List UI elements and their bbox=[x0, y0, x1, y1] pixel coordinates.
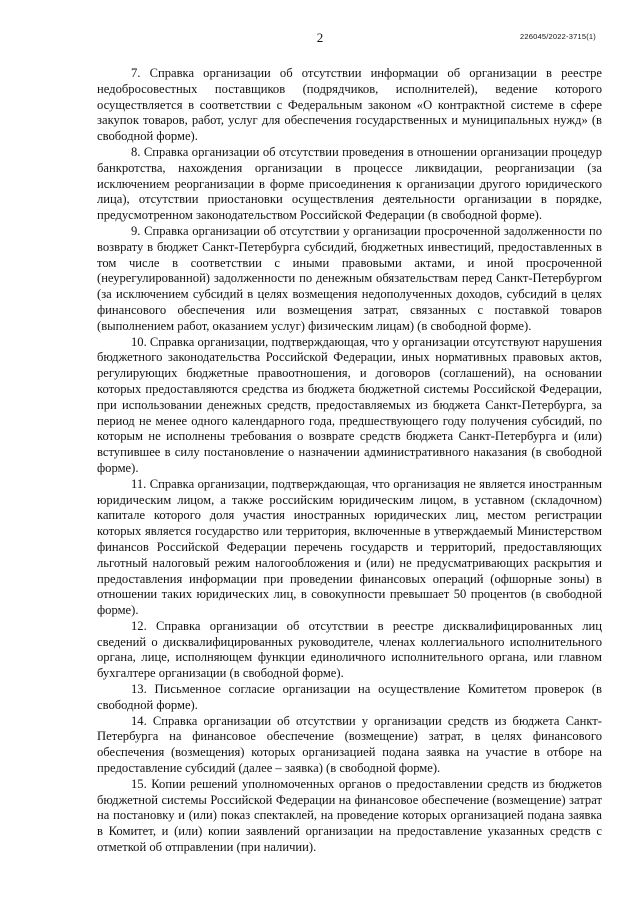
paragraph-item-10: 10. Справка организации, подтверждающая, что у организации отсутствуют нарушения бюджетного законодательства Российской Федерации, иных нормативных правовых актов, регулирующих бюджетные правоотношения, и договоров (соглашений), на основании которых предоставляются средства из бюджета бюджетной системы Российской Федерации, при использовании денежных средств, предоставляемых из бюджета Санкт-Петербурга, за период не менее одного календарного года, предшествующего году получения субсидий, по которым не исполнены требования о возврате средств бюджета Санкт-Петербурга и (или) вступившее в силу постановление о назначении административного наказания (в свободной форме). bbox=[97, 334, 602, 475]
document-body bbox=[97, 66, 602, 856]
paragraph-item-9: 9. Справка организации об отсутствии у организации просроченной задолженности по возврату в бюджет Санкт-Петербурга субсидий, бюджетных инвестиций, предоставленных в том числе в соответствии с иными правовыми актами, и иной просроченной (неурегулированной) задолженности по денежным обязательствам перед Санкт-Петербургом (за исключением субсидий в целях возмещения недополученных доходов, субсидий в целях финансового обеспечения или возмещения затрат, связанных с поставкой товаров (выполнением работ, оказанием услуг) физическим лицам) (в свободной форме). bbox=[97, 223, 602, 333]
paragraph-item-8: 8. Справка организации об отсутствии проведения в отношении организации процедур банкротства, нахождения организации в процессе ликвидации, реорганизации (за исключением реорганизации в форме присоединения к организации другого юридического лица), отсутствии приостановки осуществления деятельности организации в порядке, предусмотренном законодательством Российской Федерации (в свободной форме). bbox=[97, 144, 602, 223]
paragraph-item-15: 15. Копии решений уполномоченных органов о предоставлении средств из бюджетов бюджетной системы Российской Федерации на финансовое обеспечение (возмещение) затрат на постановку и (или) показ спектаклей, на проведение которых организацией подана заявка в Комитет, и (или) копии заявлений организации на предоставление указанных средств с отметкой об отправлении (при наличии). bbox=[97, 776, 602, 855]
paragraph-item-14: 14. Справка организации об отсутствии у организации средств из бюджета Санкт-Петербурга на финансовое обеспечение (возмещение) затрат, в целях финансового обеспечения (возмещения) которых организацией подана заявка на участие в отборе на предоставление субсидий (далее – заявка) (в свободной форме). bbox=[97, 713, 602, 776]
paragraph-item-11: 11. Справка организации, подтверждающая, что организация не является иностранным юридическим лицом, а также российским юридическим лицом, в уставном (складочном) капитале которого доля участия иностранных юридических лиц, местом регистрации которых является государство или территория, включенные в утверждаемый Министерством финансов Российской Федерации перечень государств и территорий, предоставляющих льготный налоговый режим налогообложения и (или) не предусматривающих раскрытия и предоставления информации при проведении финансовых операций (офшорные зоны) в отношении таких юридических лиц, в совокупности превышает 50 процентов (в свободной форме). bbox=[97, 476, 602, 618]
paragraph-item-12: 12. Справка организации об отсутствии в реестре дисквалифицированных лиц сведений о дисквалифицированных руководителе, членах коллегиального исполнительного органа, лице, исполняющем функции единоличного исполнительного органа, или главном бухгалтере организации (в свободной форме). bbox=[97, 618, 602, 681]
paragraph-item-7: 7. Справка организации об отсутствии информации об организации в реестре недобросовестных поставщиков (подрядчиков, исполнителей), ведение которого осуществляется в соответствии с Федеральным законом «О контрактной системе в сфере закупок товаров, работ, услуг для обеспечения государственных и муниципальных нужд» (в свободной форме). bbox=[97, 66, 602, 144]
paragraph-item-13: 13. Письменное согласие организации на осуществление Комитетом проверок (в свободной форме). bbox=[97, 682, 602, 712]
page-number: 2 bbox=[316, 30, 324, 45]
document-id: 226045/2022-3715(1) bbox=[520, 32, 596, 41]
